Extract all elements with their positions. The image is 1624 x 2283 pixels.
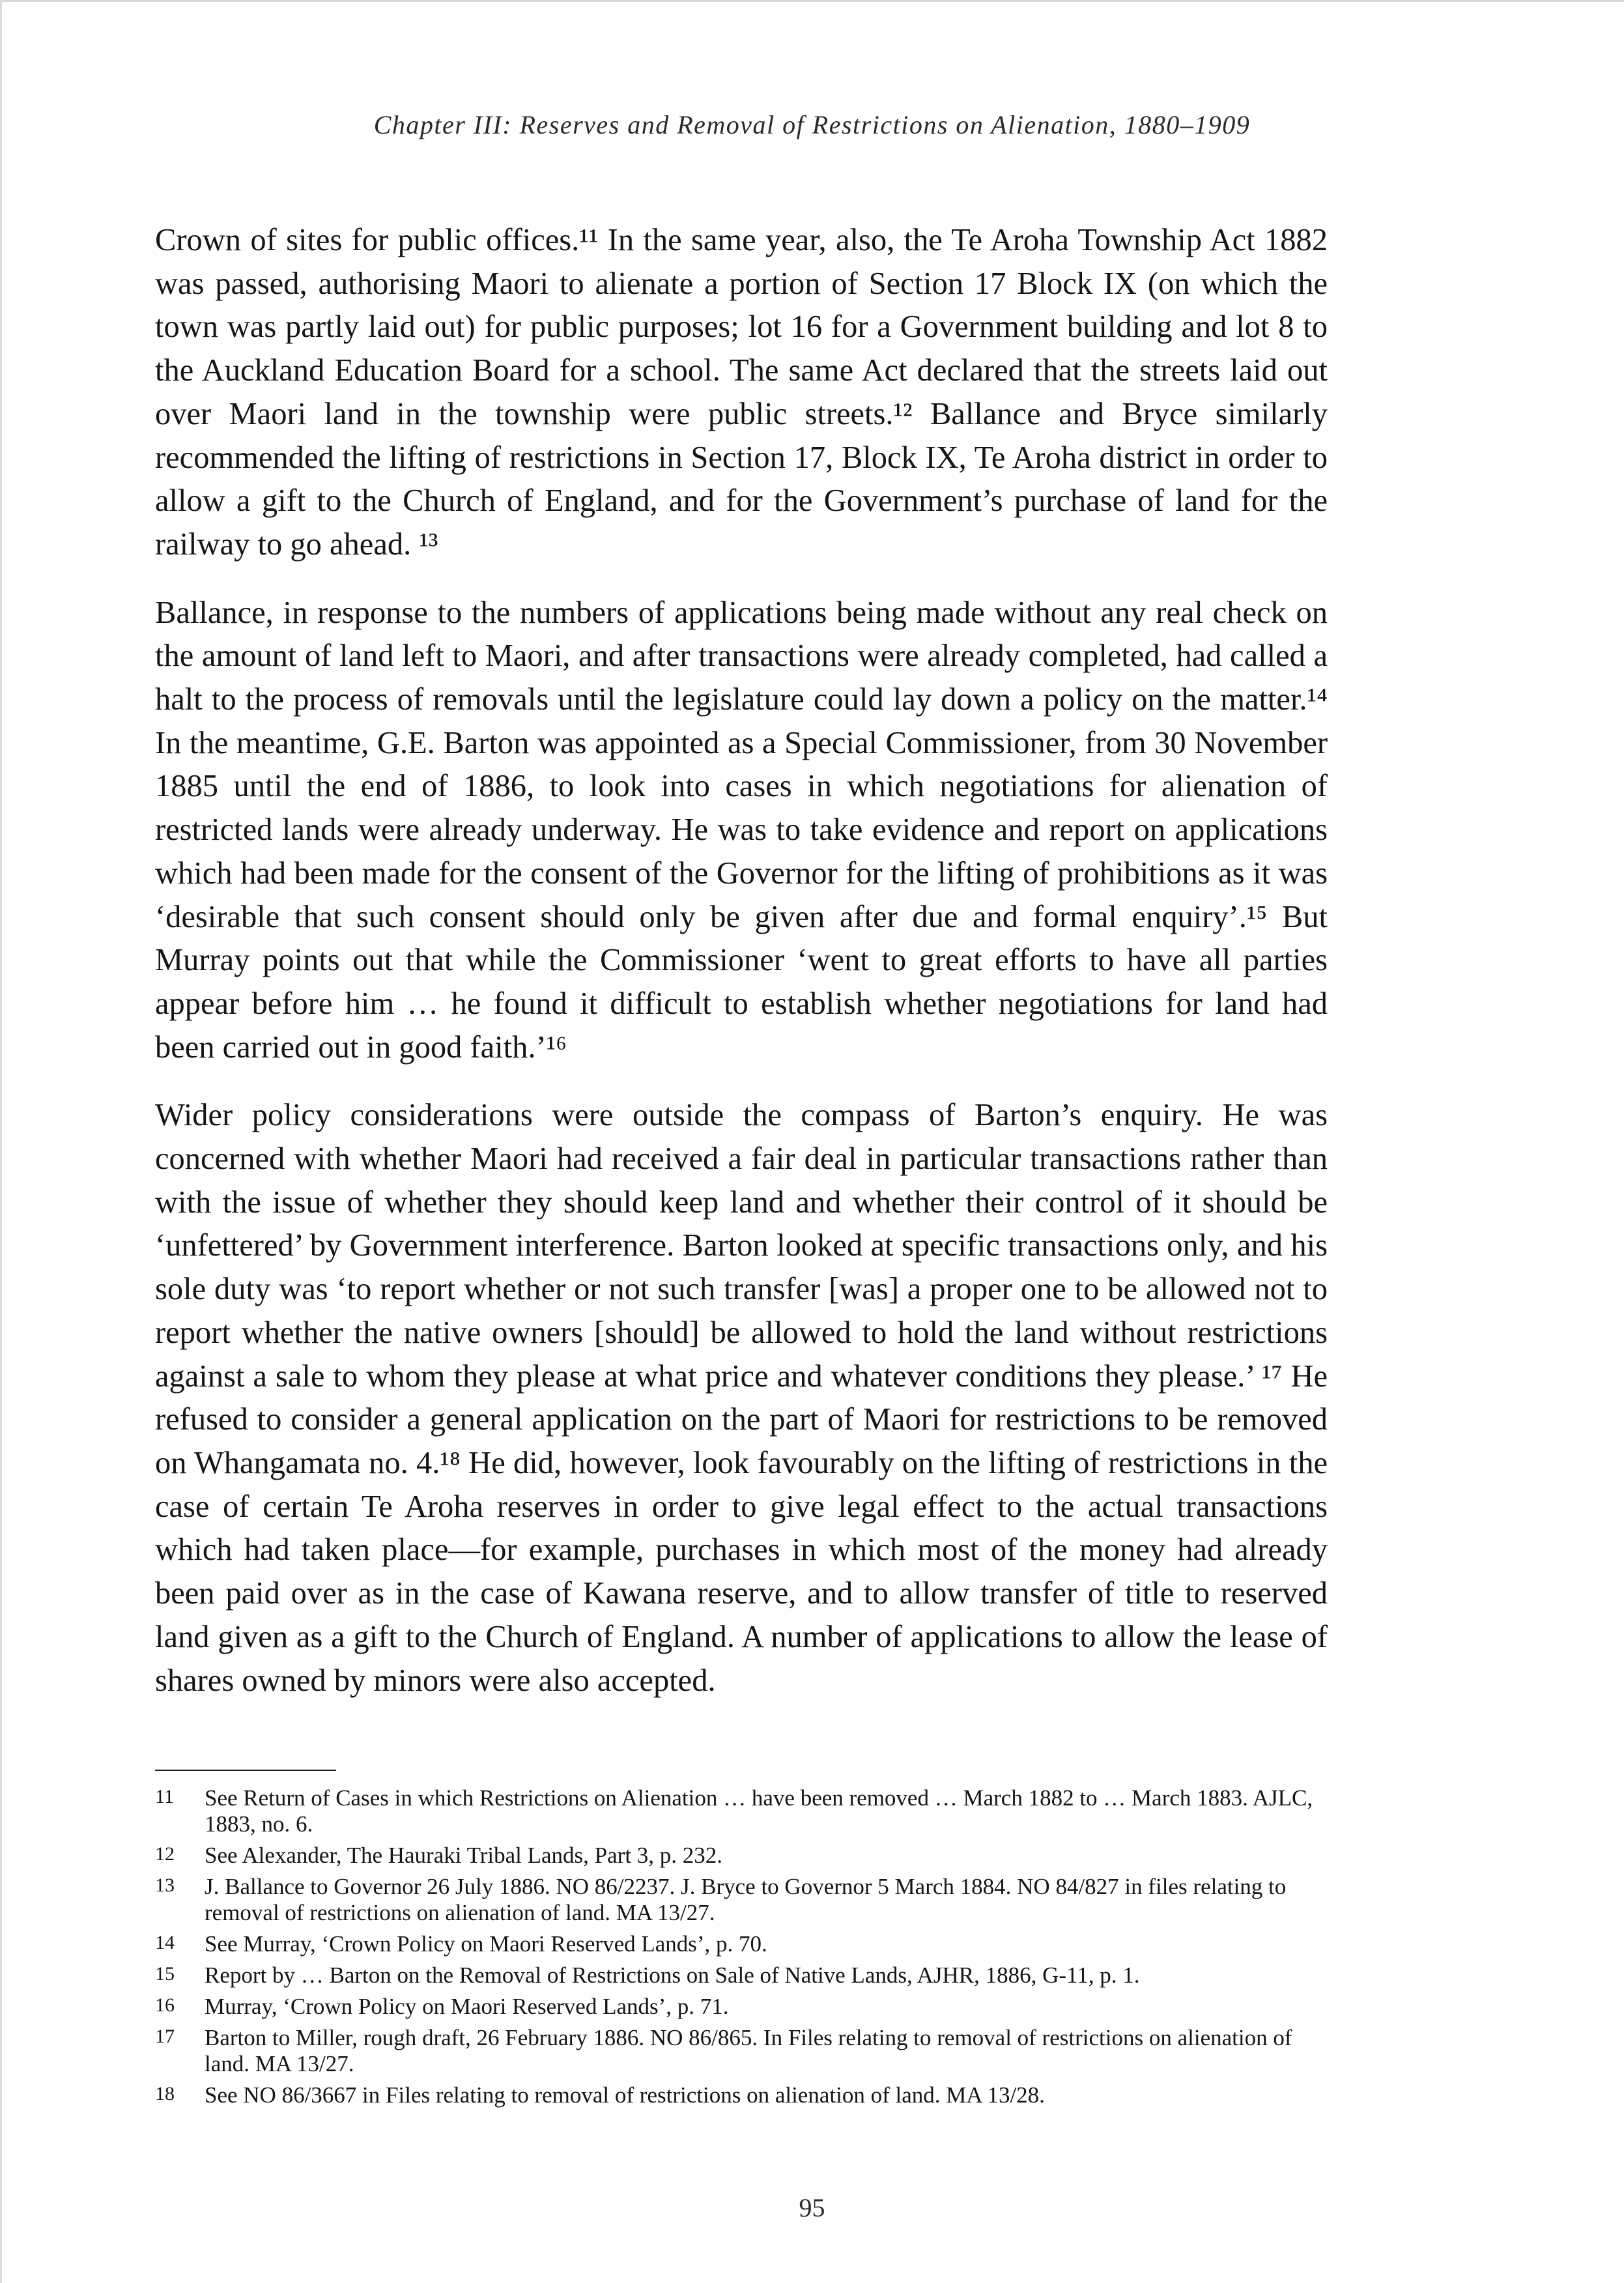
footnote-text: See Murray, ‘Crown Policy on Maori Reserved Lands’, p. 70. [205, 1931, 767, 1957]
footnote-text: See Alexander, The Hauraki Tribal Lands, Part 3, p. 232. [205, 1843, 723, 1868]
running-head: Chapter III: Reserves and Removal of Restrictions on Alienation, 1880–1909 [373, 110, 1251, 139]
footnote-text: Murray, ‘Crown Policy on Maori Reserved Lands’, p. 71. [205, 1994, 729, 2019]
footnote-number: 15 [155, 1963, 175, 1985]
footnote-number: 16 [155, 1994, 175, 2016]
footnote-text: Report by … Barton on the Removal of Restrictions on Sale of Native Lands, AJHR, 1886, G-11, p. 1. [205, 1962, 1140, 1988]
paragraph-1: Crown of sites for public offices.¹¹ In the same year, also, the Te Aroha Township Act 1882 was passed, authorising Maori to alienate a portion of Section 17 Block IX (on which the town was partly laid out) for public purposes; lot 16 for a Government building and lot 8 to the Auckland Education Board for a school. The same Act declared that the streets laid out over Maori land in the township were public streets.¹² Ballance and Bryce similarly recommended the lifting of restrictions in Section 17, Block IX, Te Aroha district in order to allow a gift to the Church of England, and for the Government’s purchase of land for the railway to go ahead. ¹³ [155, 223, 1328, 562]
page-number: 95 [799, 2193, 825, 2222]
paragraph-3: Wider policy considerations were outside the compass of Barton’s enquiry. He was concerned with whether Maori had received a fair deal in particular transactions rather than with the issue of whether they should keep land and whether their control of it should be ‘unfettered’ by Government interference. Barton looked at specific transactions only, and his sole duty was ‘to report whether or not such transfer [was] a proper one to be allowed not to report whether the native owners [should] be allowed to hold the land without restrictions against a sale to whom they please at what price and whatever conditions they please.’ ¹⁷ He refused to consider a general application on the part of Maori for restrictions to be removed on Whangamata no. 4.¹⁸ He did, however, look favourably on the lifting of restrictions in the case of certain Te Aroha reserves in order to give legal effect to the actual transactions which had taken place—for example, purchases in which most of the money had already been paid over as in the case of Kawana reserve, and to allow transfer of title to reserved land given as a gift to the Church of England. A number of applications to allow the lease of shares owned by minors were also accepted. [155, 1098, 1328, 1698]
footnote-text: See NO 86/3667 in Files relating to removal of restrictions on alienation of land. MA 13/28. [205, 2082, 1045, 2108]
footnote-16 [155, 1994, 1328, 2020]
footnote-text: See Return of Cases in which Restrictions on Alienation … have been removed … March 1882 to … March 1883. AJLC, 1883, no. 6. [205, 1785, 1313, 1837]
footnote-number: 12 [155, 1843, 175, 1865]
paragraph-2: Ballance, in response to the numbers of applications being made without any real check on the amount of land left to Maori, and after transactions were already completed, had called a halt to the process of removals until the legislature could lay down a policy on the matter.¹⁴ In the meantime, G.E. Barton was appointed as a Special Commissioner, from 30 November 1885 until the end of 1886, to look into cases in which negotiations for alienation of restricted lands were already underway. He was to take evidence and report on applications which had been made for the consent of the Governor for the lifting of prohibitions as it was ‘desirable that such consent should only be given after due and formal enquiry’.¹⁵ But Murray points out that while the Commissioner ‘went to great efforts to have all parties appear before him … he found it difficult to establish whether negotiations for land had been carried out in good faith.’¹⁶ [155, 595, 1328, 1065]
footnote-divider [155, 1770, 336, 1771]
footnote-13 [155, 1874, 1328, 1926]
footnote-12 [155, 1843, 1328, 1869]
body-text [155, 219, 1328, 1727]
footnote-14 [155, 1931, 1328, 1957]
footnote-text: Barton to Miller, rough draft, 26 February 1886. NO 86/865. In Files relating to removal of restrictions on alienation of land. MA 13/27. [205, 2025, 1292, 2076]
footnote-18 [155, 2082, 1328, 2108]
footnote-number: 14 [155, 1932, 175, 1953]
page-border-top [0, 0, 1624, 2]
footnotes [155, 1785, 1328, 2114]
footnote-number: 18 [155, 2083, 175, 2104]
page-border-left [0, 0, 2, 2283]
footnote-number: 11 [155, 1786, 174, 1807]
footnote-17 [155, 2025, 1328, 2077]
footnote-11 [155, 1785, 1328, 1837]
footnote-number: 13 [155, 1874, 175, 1896]
footnote-15 [155, 1962, 1328, 1989]
footnote-number: 17 [155, 2026, 175, 2047]
footnote-text: J. Ballance to Governor 26 July 1886. NO 86/2237. J. Bryce to Governor 5 March 1884. NO 84/827 in files relating to removal of restrictions on alienation of land. MA 13/27. [205, 1874, 1287, 1925]
